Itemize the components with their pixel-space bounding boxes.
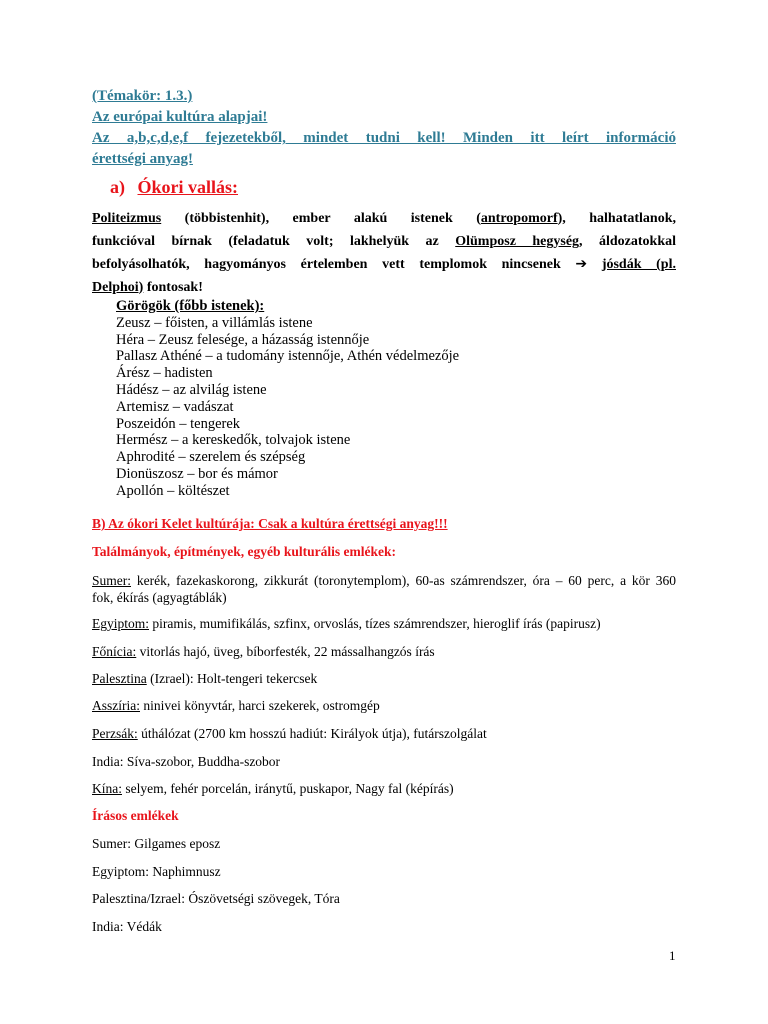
intro-line-2: funkcióval bírnak (feladatuk volt; lakhelyük az: [92, 233, 456, 249]
entry-label: Perzsák:: [92, 726, 138, 741]
list-item: Poszeidón – tengerek: [116, 415, 241, 432]
entry-text: selyem, fehér porcelán, iránytű, puskapor, Nagy fal (képírás): [122, 781, 454, 796]
list-item: [92, 698, 676, 714]
list-item: Dionüszosz – bor és mámor: [116, 465, 278, 482]
gods-heading: Görögök (főbb istenek):: [116, 298, 265, 314]
entry-label: Palesztina: [92, 671, 147, 686]
list-item: Egyiptom: Naphimnusz: [92, 864, 221, 879]
list-item: Zeusz – főisten, a villámlás istene: [116, 314, 313, 331]
list-item: Pallasz Athéné – a tudomány istennője, Athén védelmezője: [116, 348, 460, 365]
list-item: [92, 644, 676, 660]
list-item: [92, 754, 676, 770]
intro-line-4: fontosak!: [143, 279, 203, 295]
list-item: [92, 616, 676, 632]
list-item: [92, 781, 676, 797]
entry-label: Sumer:: [92, 573, 131, 588]
entry-text-continued: fok, ékírás (agyagtáblák): [92, 590, 227, 605]
entry-text: vitorlás hajó, üveg, bíborfesték, 22 mássalhangzós írás: [136, 644, 435, 659]
header-block: [92, 86, 676, 170]
requirement-note-line1: Az a,b,c,d,e,f fejezetekből, mindet tudni kell! Minden itt leírt információ: [92, 130, 676, 146]
list-item: Hermész – a kereskedők, tolvajok istene: [116, 432, 351, 449]
intro-line-2b: , áldozatokkal: [579, 233, 676, 249]
entry-text: kerék, fazekaskorong, zikkurát (toronytemplom), 60-as számrendszer, óra – 60 perc, a kör 360: [131, 573, 676, 588]
list-item: [92, 726, 676, 742]
section-b-heading: B) Az ókori Kelet kultúrája: Csak a kultúra érettségi anyag!!!: [92, 516, 448, 531]
list-item: Hádész – az alvilág istene: [116, 381, 267, 398]
greek-gods-list: [116, 298, 459, 500]
intro-line-3: befolyásolhatók, hagyományos értelemben vett templomok nincsenek: [92, 257, 576, 272]
term-delphoi: Delphoi): [92, 279, 144, 295]
polytheism-paragraph: [92, 208, 676, 299]
page-number: 1: [669, 948, 676, 963]
entry-label: Egyiptom:: [92, 616, 149, 631]
list-item: Árész – hadisten: [116, 365, 213, 382]
term-josdak: jósdák (pl.: [601, 257, 676, 272]
entry-label: India:: [92, 754, 124, 769]
intro-text-2: ), halhatatlanok,: [557, 211, 676, 226]
entry-label: Asszíria:: [92, 698, 140, 713]
entry-text: (Izrael): Holt-tengeri tekercsek: [146, 671, 318, 686]
list-item: Palesztina/Izrael: Ószövetségi szövegek, Tóra: [92, 891, 340, 906]
findings-heading: Találmányok, építmények, egyéb kulturális emlékek:: [92, 544, 397, 559]
list-item: Apollón – költészet: [116, 482, 230, 499]
list-item: Artemisz – vadászat: [116, 398, 234, 415]
topic-label: (Témakör: 1.3.): [92, 88, 193, 104]
term-politeizmus: Politeizmus: [92, 211, 162, 226]
term-antropomorf: antropomorf: [480, 211, 558, 226]
written-records-heading: Írásos emlékek: [92, 808, 179, 823]
list-item: Sumer: Gilgames eposz: [92, 836, 221, 851]
entry-text: Síva-szobor, Buddha-szobor: [123, 754, 281, 769]
entry-label: Kína:: [92, 781, 122, 796]
arrow-right-icon: ➔: [575, 256, 588, 272]
requirement-note-line2: érettségi anyag!: [92, 151, 193, 167]
term-olumposz: Olümposz hegység: [455, 233, 580, 249]
list-item: India: Védák: [92, 919, 162, 934]
list-item: Héra – Zeusz felesége, a házasság istennője: [116, 331, 370, 348]
entry-text: piramis, mumifikálás, szfinx, orvoslás, tízes számrendszer, hieroglif írás (papirusz): [149, 616, 601, 631]
section-a-number: a): [110, 177, 125, 197]
intro-text-1: (többistenhit), ember alakú istenek (: [161, 211, 481, 226]
entry-text: úthálózat (2700 km hosszú hadiút: Királyok útja), futárszolgálat: [137, 726, 487, 741]
section-a-title: Ókori vallás:: [137, 177, 239, 197]
list-item: [92, 573, 676, 606]
document-title: Az európai kultúra alapjai!: [92, 109, 268, 125]
list-item: Aphrodité – szerelem és szépség: [116, 449, 306, 466]
section-a-heading: [110, 177, 238, 198]
entry-label: Főnícia:: [92, 644, 137, 659]
entry-text: ninivei könyvtár, harci szekerek, ostromgép: [140, 698, 380, 713]
list-item: [92, 671, 676, 687]
